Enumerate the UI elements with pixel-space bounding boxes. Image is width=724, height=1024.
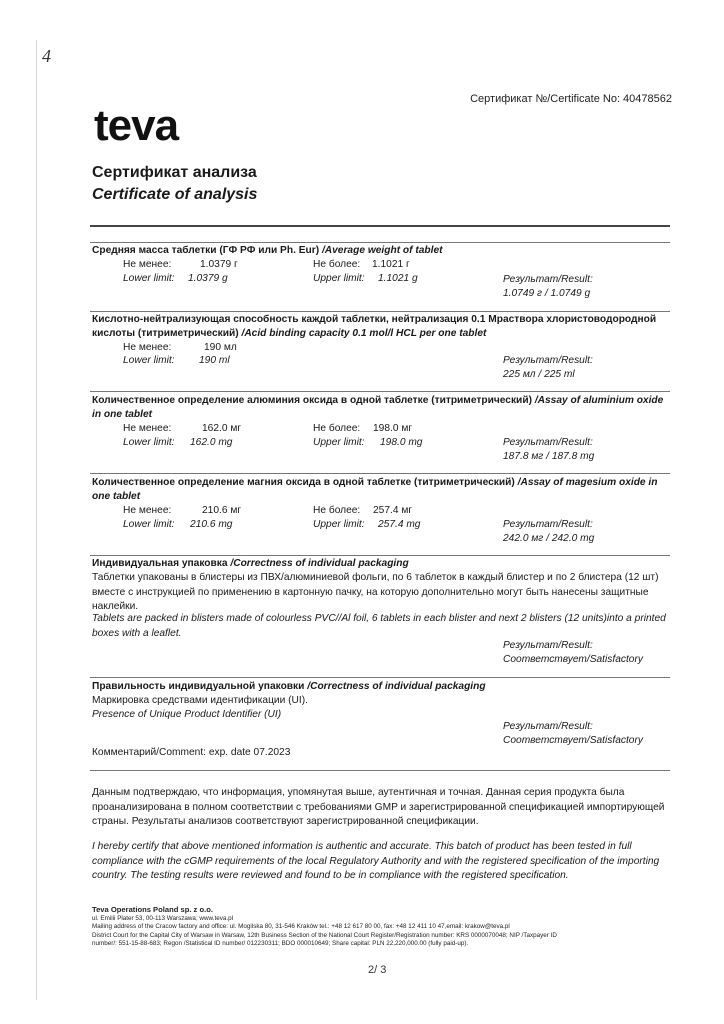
page-number: 2/ 3 (368, 964, 387, 976)
lower-limit-label-ru: Не менее: (123, 423, 172, 434)
result-label: Результат/Result: (503, 355, 593, 366)
divider (90, 770, 670, 771)
test-title-ru: Количественное определение магния оксида в одной таблетке (титриметрический) (92, 477, 518, 488)
test-title-en: /Average weight of tablet (321, 245, 443, 256)
lower-limit-label-ru: Не менее: (123, 259, 172, 270)
test-title-en: /Acid binding capacity 0.1 mol/l HCL per one tablet (241, 328, 487, 340)
lower-limit-value-ru: 190 мл (204, 342, 237, 353)
test-aluminium-oxide (92, 394, 672, 423)
result-label: Результат/Result: (503, 640, 593, 651)
corner-mark: 4 (42, 46, 51, 66)
lower-limit-label-en: Lower limit: (123, 519, 175, 530)
footer-line: Mailing address of the Cracow factory and office: ul. Mogilska 80, 31-546 Kraków tel.: +48 12 617 80 00, fax: +48 12 411 10 47,email: krakow@teva.pl (92, 923, 510, 930)
upper-limit-label-en: Upper limit: (313, 437, 365, 448)
result-value: 187.8 мг / 187.8 mg (503, 451, 595, 462)
upper-limit-label-ru: Не более: (313, 259, 361, 270)
result-label: Результат/Result: (503, 519, 593, 530)
comment: Комментарий/Comment: exp. date 07.2023 (92, 747, 291, 758)
teva-logo (94, 104, 198, 151)
test-title-en: /Assay of aluminium oxide in one tablet (92, 395, 664, 421)
lower-limit-value-en: 210.6 mg (190, 519, 233, 530)
footer-line: District Court for the Capital City of Warsaw in Warsaw, 12th Business Section of the National Court Register/Registration number: KRS 0000070048; NIP /Taxpayer ID (92, 931, 557, 939)
teva-logo-text: teva (94, 104, 179, 146)
test-title-en: /Correctness of individual packaging (307, 681, 486, 692)
lower-limit-label-en: Lower limit: (123, 437, 175, 448)
divider (90, 677, 670, 678)
certificate-number: Сертификат №/Certificate No: 40478562 (470, 93, 672, 105)
result-label: Результат/Result: (503, 274, 593, 285)
title-en: Certificate of analysis (92, 186, 258, 203)
upper-limit-label-en: Upper limit: (313, 273, 365, 284)
test-title-ru: Средняя масса таблетки (ГФ РФ или Ph. Eur) (92, 245, 322, 256)
test-title-ru: Кислотно-нейтрализующая способность каждой таблетки, нейтрализация 0.1 Мраствора хлористоводородной кислоты (титриметрический) (92, 314, 657, 340)
lower-limit-label-ru: Не менее: (123, 505, 172, 516)
lower-limit-value-ru: 162.0 мг (202, 423, 242, 434)
lower-limit-label-en: Lower limit: (123, 273, 175, 284)
footer-company: Teva Operations Poland sp. z o.o. (92, 905, 213, 914)
divider (90, 391, 670, 392)
upper-limit-value-ru: 1.1021 г (372, 259, 410, 270)
teva-logo-mark (94, 104, 198, 146)
upper-limit-value-en: 1.1021 g (378, 273, 418, 284)
upper-limit-label-en: Upper limit: (313, 519, 365, 530)
footer-line: number/: 551-15-88-683; Regon /Statistical ID number/ 012230311; BDO 000010649; Share capital: PLN 22,220,000.00 (fully paid-up). (92, 940, 469, 947)
footer-line: ul. Emilii Plater 53, 00-113 Warszawa; www.teva.pl (92, 914, 234, 922)
test-title-en: /Correctness of individual packaging (230, 558, 409, 569)
statement-en: I hereby certify that above mentioned information is authentic and accurate. This batch of product has been tested in full compliance with the cGMP requirements of the local Regulatory Authority and with the registered specification of the importing country. The testing results were reviewed and found to be in compliance with the registered specification. (92, 841, 660, 882)
test-title-ru: Индивидуальная упаковка (92, 558, 231, 569)
lower-limit-value-en: 190 ml (199, 355, 230, 366)
test-magnesium-oxide (92, 476, 672, 505)
footer (92, 906, 672, 949)
packaging-text-ru: Таблетки упакованы в блистеры из ПВХ/алюминиевой фольги, по 6 таблеток в каждый блистер и по 2 блистера (12 шт) вместе с инструкцией по применению в картонную пачку, на которую дополнительно могут быть нанесены защитные наклейки. (92, 572, 659, 613)
lower-limit-value-en: 162.0 mg (190, 437, 233, 448)
test-average-weight (92, 244, 672, 258)
test-packaging-correctness (92, 680, 672, 694)
statement-ru: Данным подтверждаю, что информация, упомянутая выше, аутентичная и точная. Данная серия продукта была проанализирована в полном соответствии с требованиями GMP и зарегистрированной спецификацией импортирующей страны. Результаты анализов соответствуют зарегистрированной спецификации. (92, 787, 665, 828)
result-value: Соответствует/Satisfactory (503, 735, 643, 746)
divider (90, 311, 670, 312)
divider (90, 225, 670, 227)
lower-limit-value-ru: 1.0379 г (200, 259, 238, 270)
result-value: 1.0749 г / 1.0749 g (503, 288, 591, 299)
scan-edge (36, 40, 37, 1000)
upper-limit-value-en: 257.4 mg (378, 519, 421, 530)
title-ru: Сертификат анализа (92, 164, 257, 181)
divider (90, 242, 670, 243)
identifier-text-ru: Маркировка средствами идентификации (UI). (92, 695, 308, 706)
upper-limit-label-ru: Не более: (313, 423, 361, 434)
packaging-text-en: Tablets are packed in blisters made of colourless PVC//Al foil, 6 tablets in each blister and next 2 blisters (12 units)into a printed boxes with a leaflet. (92, 613, 666, 639)
result-value: 242.0 мг / 242.0 mg (503, 533, 595, 544)
result-value: 225 мл / 225 ml (503, 369, 575, 380)
lower-limit-value-ru: 210.6 мг (202, 505, 242, 516)
result-label: Результат/Result: (503, 721, 593, 732)
lower-limit-label-en: Lower limit: (123, 355, 175, 366)
test-title-ru: Количественное определение алюминия оксида в одной таблетке (титриметрический) (92, 395, 535, 406)
upper-limit-label-ru: Не более: (313, 505, 361, 516)
upper-limit-value-en: 198.0 mg (380, 437, 423, 448)
result-label: Результат/Result: (503, 437, 593, 448)
test-acid-binding (92, 313, 672, 342)
identifier-text-en: Presence of Unique Product Identifier (UI) (92, 709, 282, 720)
test-title-en: /Assay of magesium oxide in one tablet (92, 477, 658, 503)
divider (90, 473, 670, 474)
lower-limit-value-en: 1.0379 g (188, 273, 228, 284)
test-title-ru: Правильность индивидуальной упаковки (92, 681, 308, 692)
test-individual-packaging (92, 557, 672, 571)
upper-limit-value-ru: 257.4 мг (373, 505, 413, 516)
divider (90, 555, 670, 556)
upper-limit-value-ru: 198.0 мг (373, 423, 413, 434)
result-value: Соответствует/Satisfactory (503, 654, 643, 665)
lower-limit-label-ru: Не менее: (123, 342, 172, 353)
